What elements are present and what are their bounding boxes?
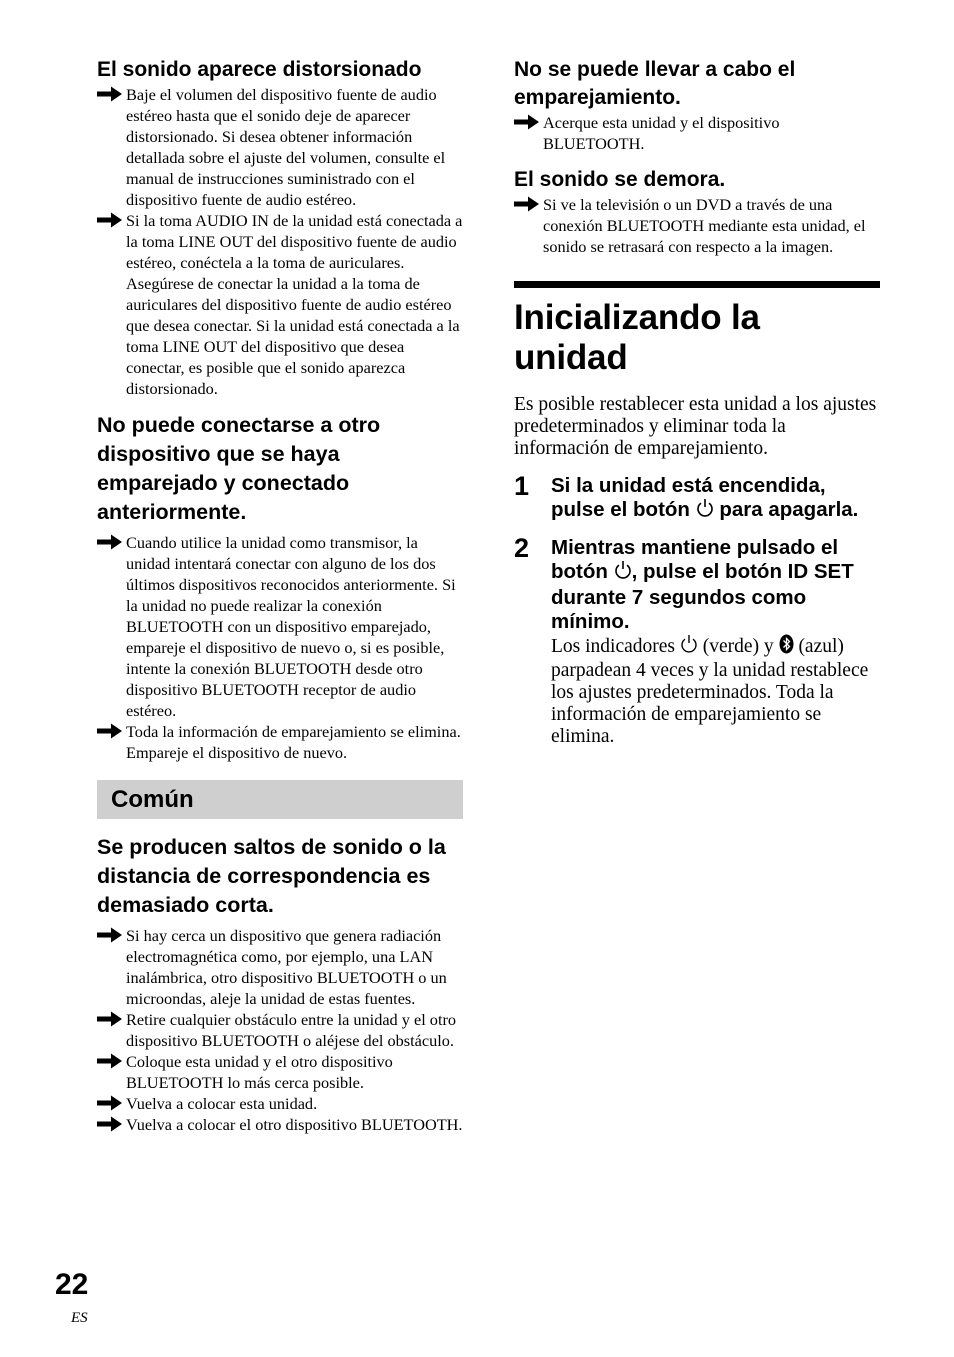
power-icon: [696, 498, 714, 524]
language-code: ES: [71, 1310, 88, 1326]
list-pairing-failed: [514, 112, 880, 154]
arrow-right-icon: [97, 212, 122, 228]
arrow-right-icon: [97, 1011, 122, 1027]
arrow-right-icon: [97, 1116, 122, 1132]
list-item: Toda la información de emparejamiento se elimina. Empareje el dispositivo de nuevo.: [97, 721, 463, 763]
list-item: Acerque esta unidad y el dispositivo BLUETOOTH.: [514, 112, 880, 154]
section-heading-sound-skips: Se producen saltos de sonido o la distancia de correspondencia es demasiado corta.: [97, 835, 446, 917]
section-heading-distorted: El sonido aparece distorsionado: [97, 58, 422, 81]
section-heading-cannot-connect: No puede conectarse a otro dispositivo que se haya emparejado y conectado anteriormente.: [97, 413, 381, 524]
step-number: 1: [514, 471, 530, 501]
section-band-common: Común: [97, 780, 463, 819]
list-item: Si la toma AUDIO IN de la unidad está conectada a la toma LINE OUT del dispositivo fuente de audio estéreo, conéctela a la toma de auriculares. Asegúrese de conectar la unidad a la toma de auriculares del dispositivo fuente de audio estéreo que desea conectar. Si la unidad está conectada a la toma LINE OUT del dispositivo que desea conectar, es posible que el sonido aparezca distorsionado.: [97, 210, 463, 399]
arrow-right-icon: [97, 86, 122, 102]
arrow-right-icon: [514, 196, 539, 212]
arrow-right-icon: [97, 927, 122, 943]
list-item: Vuelva a colocar esta unidad.: [97, 1093, 463, 1114]
list-item: Baje el volumen del dispositivo fuente de audio estéreo hasta que el sonido deje de aparecer distorsionado. Si desea obtener información detallada sobre el ajuste del volumen, consulte el manual de instrucciones suministrado con el dispositivo fuente de audio estéreo.: [97, 84, 463, 210]
list-cannot-connect: [97, 532, 463, 763]
list-item: Vuelva a colocar el otro dispositivo BLUETOOTH.: [97, 1114, 463, 1135]
list-item: Coloque esta unidad y el otro dispositivo BLUETOOTH lo más cerca posible.: [97, 1051, 463, 1093]
list-item: Si ve la televisión o un DVD a través de una conexión BLUETOOTH mediante esta unidad, el sonido se retrasará con respecto a la imagen.: [514, 194, 880, 257]
power-icon: [680, 634, 698, 660]
arrow-right-icon: [514, 114, 539, 130]
section-heading-pairing-failed: No se puede llevar a cabo el emparejamiento.: [514, 58, 796, 109]
power-icon: [614, 560, 632, 586]
list-item: Cuando utilice la unidad como transmisor, la unidad intentará conectar con alguno de los dos últimos dispositivos reconocidos anteriormente. Si la unidad no puede realizar la conexión BLUETOOTH con un dispositivo emparejado, empareje el dispositivo de nuevo o, si es posible, intente la conexión BLUETOOTH desde otro dispositivo BLUETOOTH receptor de audio estéreo.: [97, 532, 463, 721]
left-column: [97, 56, 463, 1135]
page-title: Inicializando la unidad: [514, 298, 760, 377]
right-column: [514, 56, 880, 748]
step-1: [514, 471, 880, 524]
list-distorted: [97, 84, 463, 399]
list-item: Retire cualquier obstáculo entre la unidad y el otro dispositivo BLUETOOTH o aléjese del obstáculo.: [97, 1009, 463, 1051]
arrow-right-icon: [97, 534, 122, 550]
bluetooth-icon: [779, 634, 794, 660]
intro-paragraph: Es posible restablecer esta unidad a los ajustes predeterminados y eliminar toda la información de emparejamiento.: [514, 394, 877, 459]
arrow-right-icon: [97, 1095, 122, 1111]
page-number: 22: [55, 1268, 89, 1301]
step-2: [514, 533, 880, 748]
step-title: Si la unidad está encendida, pulse el botón para apagarla.: [551, 474, 880, 524]
list-sound-delay: [514, 194, 880, 257]
list-sound-skips: [97, 925, 463, 1135]
arrow-right-icon: [97, 723, 122, 739]
section-heading-sound-delay: El sonido se demora.: [514, 168, 726, 191]
step-number: 2: [514, 533, 530, 563]
step-title: Mientras mantiene pulsado el botón , pulse el botón ID SET durante 7 segundos como mínimo.: [551, 536, 854, 633]
step-description: Los indicadores (verde) y (azul) parpadean 4 veces y la unidad restablece los ajustes predeterminados. Toda la información de emparejamiento se elimina.: [551, 636, 869, 747]
list-item: Si hay cerca un dispositivo que genera radiación electromagnética como, por ejemplo, una LAN inalámbrica, otro dispositivo BLUETOOTH o un microondas, aleje la unidad de estas fuentes.: [97, 925, 463, 1009]
title-rule: [514, 281, 880, 288]
arrow-right-icon: [97, 1053, 122, 1069]
